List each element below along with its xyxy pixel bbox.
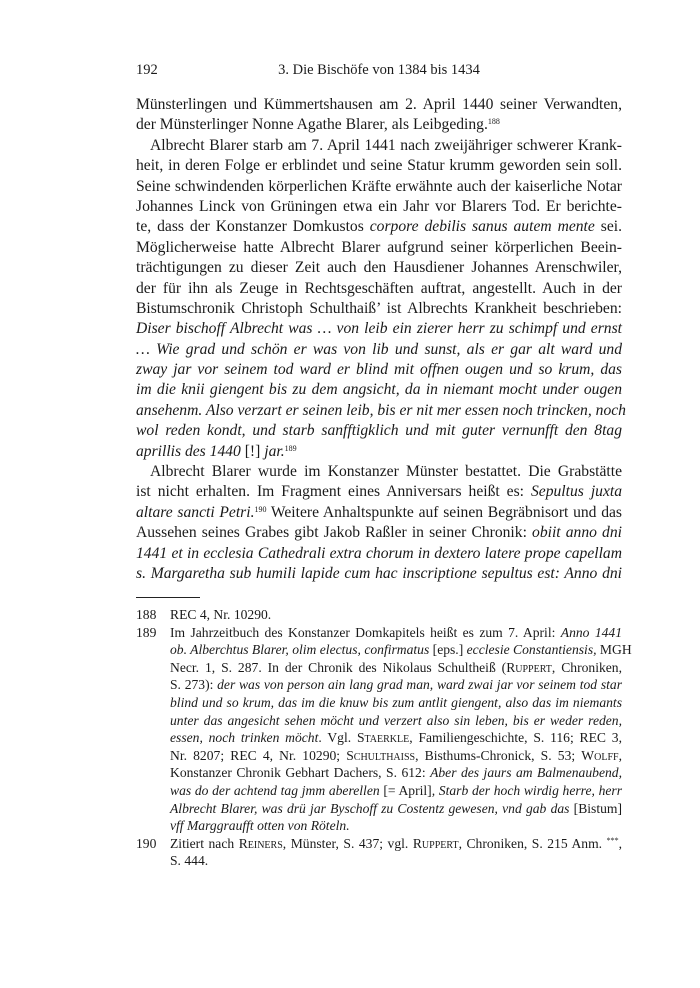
footnote-number: 190 [136, 835, 157, 851]
quote-line: ansehenm. Also verzart er seinen leib, bis er nit mer essen noch trincken, noch [136, 401, 626, 419]
text-line: Aussehen seines Grabes gibt Jakob Raßler in seiner Chronik: obiit anno dni [136, 524, 622, 542]
quote-line: Diser bischoff Albrecht was … von leib ein zierer herr zu schimpf und ernst [136, 320, 622, 338]
text-line: Münsterlingen und Kümmertshausen am 2. April 1440 seiner Verwandten, [136, 96, 622, 113]
text-line: Albrecht Blarer wurde im Konstanzer Münster bestattet. Die Grabstätte [150, 463, 622, 481]
footnote-line: was do der achtend tag jmm aberellen [= April], Starb der hoch wirdig herre, herr [170, 782, 622, 798]
footnote-line: Nr. 8207; REC 4, Nr. 10290; Schulthaiss, Bisthums-Chronick, S. 53; Wolff, [170, 747, 622, 763]
footnote-ref: 188 [487, 117, 500, 127]
footnote-line: blind und so krum, das im die knuw bis zum antlit giengent, also das im niemants [170, 694, 622, 710]
footnote-line: unter das angesicht sehen möcht und verzert also sin leben, bis er weder reden, [170, 712, 622, 728]
text-line: trächtigungen zu dieser Zeit auch den Hausdiener Johannes Arenschwiler, [136, 259, 622, 277]
footnotes [136, 606, 632, 870]
text-line: Seine schwindenden körperlichen Kräfte erwähnte auch der kaiserliche Notar [136, 177, 622, 195]
text-line: der für ihn als Zeuge in Rechtsgeschäften auftrat, angestellt. Auch in der [136, 279, 622, 297]
page-header [136, 62, 622, 82]
quote-line: … Wie grad und schön er was von lib und sunst, als er gar alt ward und [136, 340, 622, 358]
footnote-divider [136, 597, 200, 598]
quote-line: im die knii giengent bis zu dem angsicht, da in niemant mocht under ougen [136, 381, 622, 399]
text-line: ist nicht erhalten. Im Fragment eines Anniversars heißt es: Sepultus juxta [136, 483, 623, 501]
text-line: Johannes Linck von Grüningen etwa ein Jahr vor Blarers Tod. Er berichte- [136, 197, 622, 215]
page-number: 192 [136, 62, 158, 78]
footnote-line: Konstanzer Chronik Gebhart Dachers, S. 612: Aber des jaurs am Balmenaubend, [170, 765, 622, 781]
text-line: heit, in deren Folge er erblindet und seine Statur krumm geworden sein soll. [136, 157, 622, 175]
footnote-line: Albrecht Blarer, was drü jar Byschoff zu Costentz gewesen, vnd gab das [Bistum] [170, 800, 622, 816]
footnote-ref: 190 [254, 504, 267, 514]
running-title: 3. Die Bischöfe von 1384 bis 1434 [278, 62, 480, 78]
footnote-number: 189 [136, 624, 157, 640]
footnote-line: S. 444. [170, 853, 209, 869]
footnote-line: vff Marggraufft otten von Röteln. [170, 818, 350, 834]
footnote-line: S. 273): der was von person ain lang grad man, ward zwai jar vor seinem tod star [170, 677, 622, 693]
footnote-189: 189 Im Jahrzeitbuch des Konstanzer Domkapitels heißt es zum 7. April: Anno 1441 [136, 624, 623, 640]
footnote-ref: 189 [284, 443, 297, 453]
text-line: te, dass der Konstanzer Domkustos corpore debilis sanus autem mente sei. [136, 218, 622, 236]
quote-line: aprillis des 1440 [!] jar.$^{189}$ [136, 442, 297, 460]
footnote-190: 190 Zitiert nach Reiners, Münster, S. 437; vgl. Ruppert, Chroniken, S. 215 Anm. ***, [136, 835, 622, 851]
footnote-line: ob. Alberchtus Blarer, olim electus, confirmatus [eps.] ecclesie Constantiensis, MGH [170, 642, 632, 658]
quote-line: wol reden kondt, und starb sanfftigklich und mit guter vernunfft den 8tag [136, 422, 622, 440]
text-line: altare sancti Petri.$^{190}$ Weitere Anhaltspunkte auf seinen Begräbnisort und das [136, 503, 622, 521]
quote-line: zway jar vor seinem tod ward er blind mit offnen ougen und so krum, das [136, 361, 622, 379]
text-line: der Münsterlinger Nonne Agathe Blarer, als Leibgeding.$^{188}$ [136, 116, 500, 134]
footnote-line: essen, noch trinken möcht. Vgl. Staerkle, Familiengeschichte, S. 116; REC 3, [170, 730, 622, 746]
footnote-line: Necr. 1, S. 287. In der Chronik des Nikolaus Schultheiß (Ruppert, Chroniken, [170, 659, 622, 675]
quote-line: s. Margaretha sub humili lapide cum hac inscriptione sepultus est: Anno dni [136, 564, 622, 582]
main-text [136, 95, 626, 584]
footnote-188: 188 REC 4, Nr. 10290. [136, 607, 272, 622]
footnote-number: 188 [136, 607, 157, 622]
text-line: Bistumschronik Christoph Schulthaiß’ ist Albrechts Krankheit beschrieben: [136, 299, 622, 317]
text-line: Möglicherweise hatte Albrecht Blarer aufgrund seiner körperlichen Beein- [136, 238, 622, 256]
quote-line: 1441 et in ecclesia Cathedrali extra chorum in dextero latere prope capellam [136, 544, 622, 562]
text-line: Albrecht Blarer starb am 7. April 1441 nach zweijähriger schwerer Krank- [150, 136, 622, 154]
